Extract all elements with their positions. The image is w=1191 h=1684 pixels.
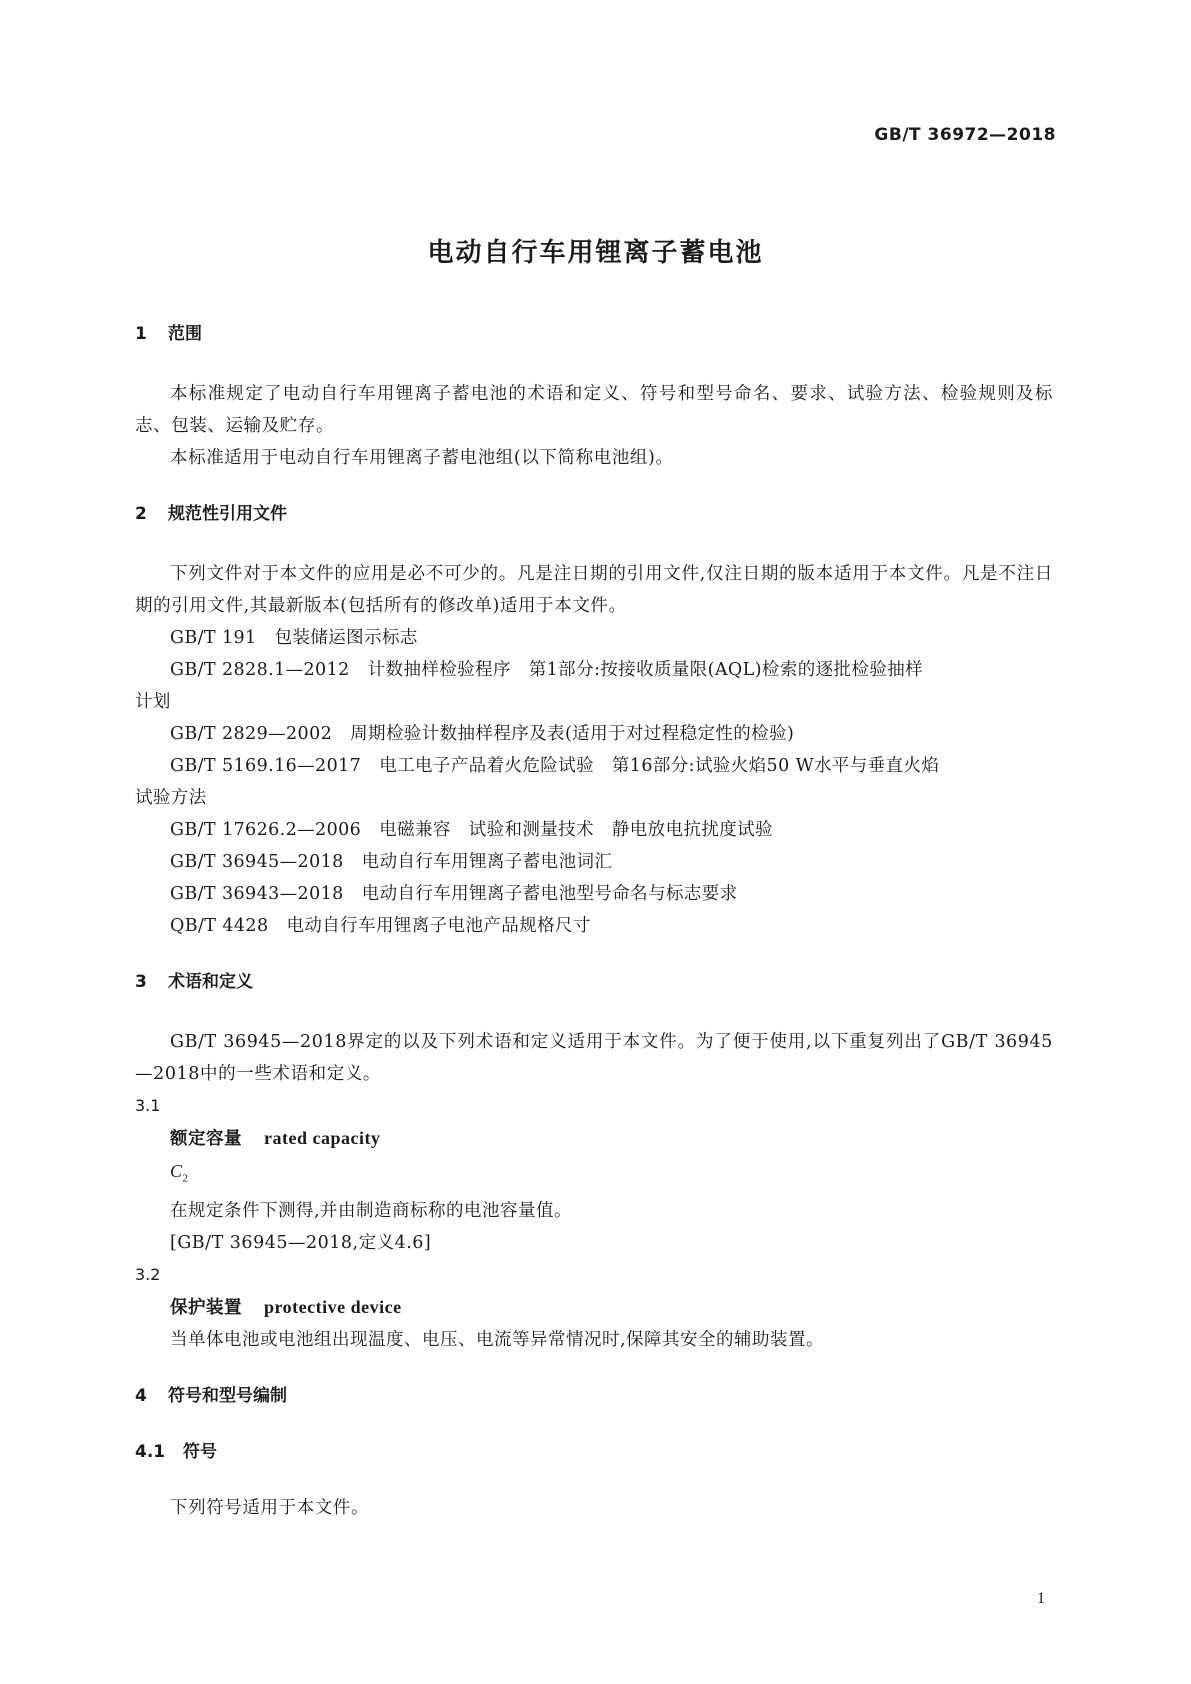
reference-title: 电动自行车用锂离子蓄电池型号命名与标志要求 bbox=[361, 884, 738, 904]
reference-item bbox=[135, 910, 1053, 942]
term-definition: 当单体电池或电池组出现温度、电压、电流等异常情况时,保障其安全的辅助装置。 bbox=[170, 1329, 825, 1350]
subsection-number: 4.1 bbox=[135, 1441, 166, 1462]
reference-code: GB/T 36943—2018 bbox=[170, 884, 344, 904]
symbol-subscript: 2 bbox=[182, 1172, 189, 1185]
subsection-4-1-heading bbox=[135, 1436, 1053, 1468]
reference-code: GB/T 36945—2018 bbox=[170, 852, 344, 872]
term-heading bbox=[135, 1291, 1053, 1324]
reference-item bbox=[135, 846, 1053, 878]
section-1-paragraph: 本标准规定了电动自行车用锂离子蓄电池的术语和定义、符号和型号命名、要求、试验方法、检验规则及标志、包装、运输及贮存。 bbox=[135, 384, 1053, 436]
subsection-4-1-paragraph: 下列符号适用于本文件。 bbox=[170, 1497, 370, 1518]
reference-code: GB/T 2829—2002 bbox=[170, 724, 333, 744]
term-definition: 在规定条件下测得,并由制造商标称的电池容量值。 bbox=[170, 1200, 573, 1221]
reference-title: 电工电子产品着火危险试验 第16部分:试验火焰50 W水平与垂直火焰 bbox=[379, 756, 940, 776]
term-english: rated capacity bbox=[264, 1128, 381, 1148]
reference-title: 周期检验计数抽样程序及表(适用于对过程稳定性的检验) bbox=[350, 724, 795, 744]
section-3-heading bbox=[135, 966, 1053, 998]
reference-title: 计数抽样检验程序 第1部分:按接收质量限(AQL)检索的逐批检验抽样 bbox=[367, 660, 924, 680]
section-3-intro: GB/T 36945—2018界定的以及下列术语和定义适用于本文件。为了便于使用,以下重复列出了GB/T 36945—2018中的一些术语和定义。 bbox=[135, 1032, 1053, 1084]
standard-number: GB/T 36972—2018 bbox=[874, 125, 1056, 145]
reference-item bbox=[135, 878, 1053, 910]
term-heading bbox=[135, 1122, 1053, 1155]
reference-item bbox=[135, 622, 1053, 654]
reference-title: 电磁兼容 试验和测量技术 静电放电抗扰度试验 bbox=[379, 820, 773, 840]
reference-title: 包装储运图示标志 bbox=[274, 628, 418, 648]
section-number: 3 bbox=[135, 972, 147, 992]
section-4-heading bbox=[135, 1380, 1053, 1412]
reference-code: QB/T 4428 bbox=[170, 916, 269, 936]
reference-code: GB/T 5169.16—2017 bbox=[170, 756, 362, 776]
document-title: 电动自行车用锂离子蓄电池 bbox=[427, 238, 764, 268]
reference-item bbox=[135, 718, 1053, 750]
term-english: protective device bbox=[264, 1296, 402, 1317]
section-title: 规范性引用文件 bbox=[168, 504, 287, 524]
reference-title: 电动自行车用锂离子电池产品规格尺寸 bbox=[286, 916, 591, 936]
section-title: 范围 bbox=[168, 324, 202, 344]
section-number: 1 bbox=[135, 324, 147, 344]
term-number: 3.2 bbox=[135, 1264, 161, 1284]
section-title: 符号和型号编制 bbox=[168, 1385, 287, 1406]
term-chinese: 保护装置 bbox=[170, 1297, 242, 1318]
section-title: 术语和定义 bbox=[168, 972, 253, 992]
reference-continuation: 计划 bbox=[135, 692, 171, 712]
section-1-paragraph: 本标准适用于电动自行车用锂离子蓄电池组(以下简称电池组)。 bbox=[170, 448, 674, 468]
reference-code: GB/T 2828.1—2012 bbox=[170, 660, 350, 680]
section-1-heading bbox=[135, 318, 1053, 350]
reference-code: GB/T 191 bbox=[170, 628, 257, 648]
reference-item bbox=[135, 814, 1053, 846]
section-2-intro: 下列文件对于本文件的应用是必不可少的。凡是注日期的引用文件,仅注日期的版本适用于本文件。凡是不注日期的引用文件,其最新版本(包括所有的修改单)适用于本文件。 bbox=[135, 564, 1053, 616]
reference-title: 电动自行车用锂离子蓄电池词汇 bbox=[361, 852, 613, 872]
reference-item bbox=[135, 654, 1053, 686]
term-symbol bbox=[135, 1155, 1053, 1195]
reference-code: GB/T 17626.2—2006 bbox=[170, 820, 362, 840]
document-body bbox=[135, 318, 1053, 1524]
section-number: 2 bbox=[135, 504, 147, 524]
section-number: 4 bbox=[135, 1385, 147, 1406]
symbol-main: C bbox=[170, 1161, 183, 1181]
section-2-heading bbox=[135, 498, 1053, 530]
term-chinese: 额定容量 bbox=[170, 1129, 242, 1149]
reference-item bbox=[135, 750, 1053, 782]
term-number: 3.1 bbox=[135, 1096, 161, 1115]
subsection-title: 符号 bbox=[183, 1441, 217, 1462]
reference-continuation: 试验方法 bbox=[135, 788, 207, 808]
page-number: 1 bbox=[1037, 1590, 1045, 1607]
term-source: [GB/T 36945—2018,定义4.6] bbox=[170, 1232, 432, 1253]
